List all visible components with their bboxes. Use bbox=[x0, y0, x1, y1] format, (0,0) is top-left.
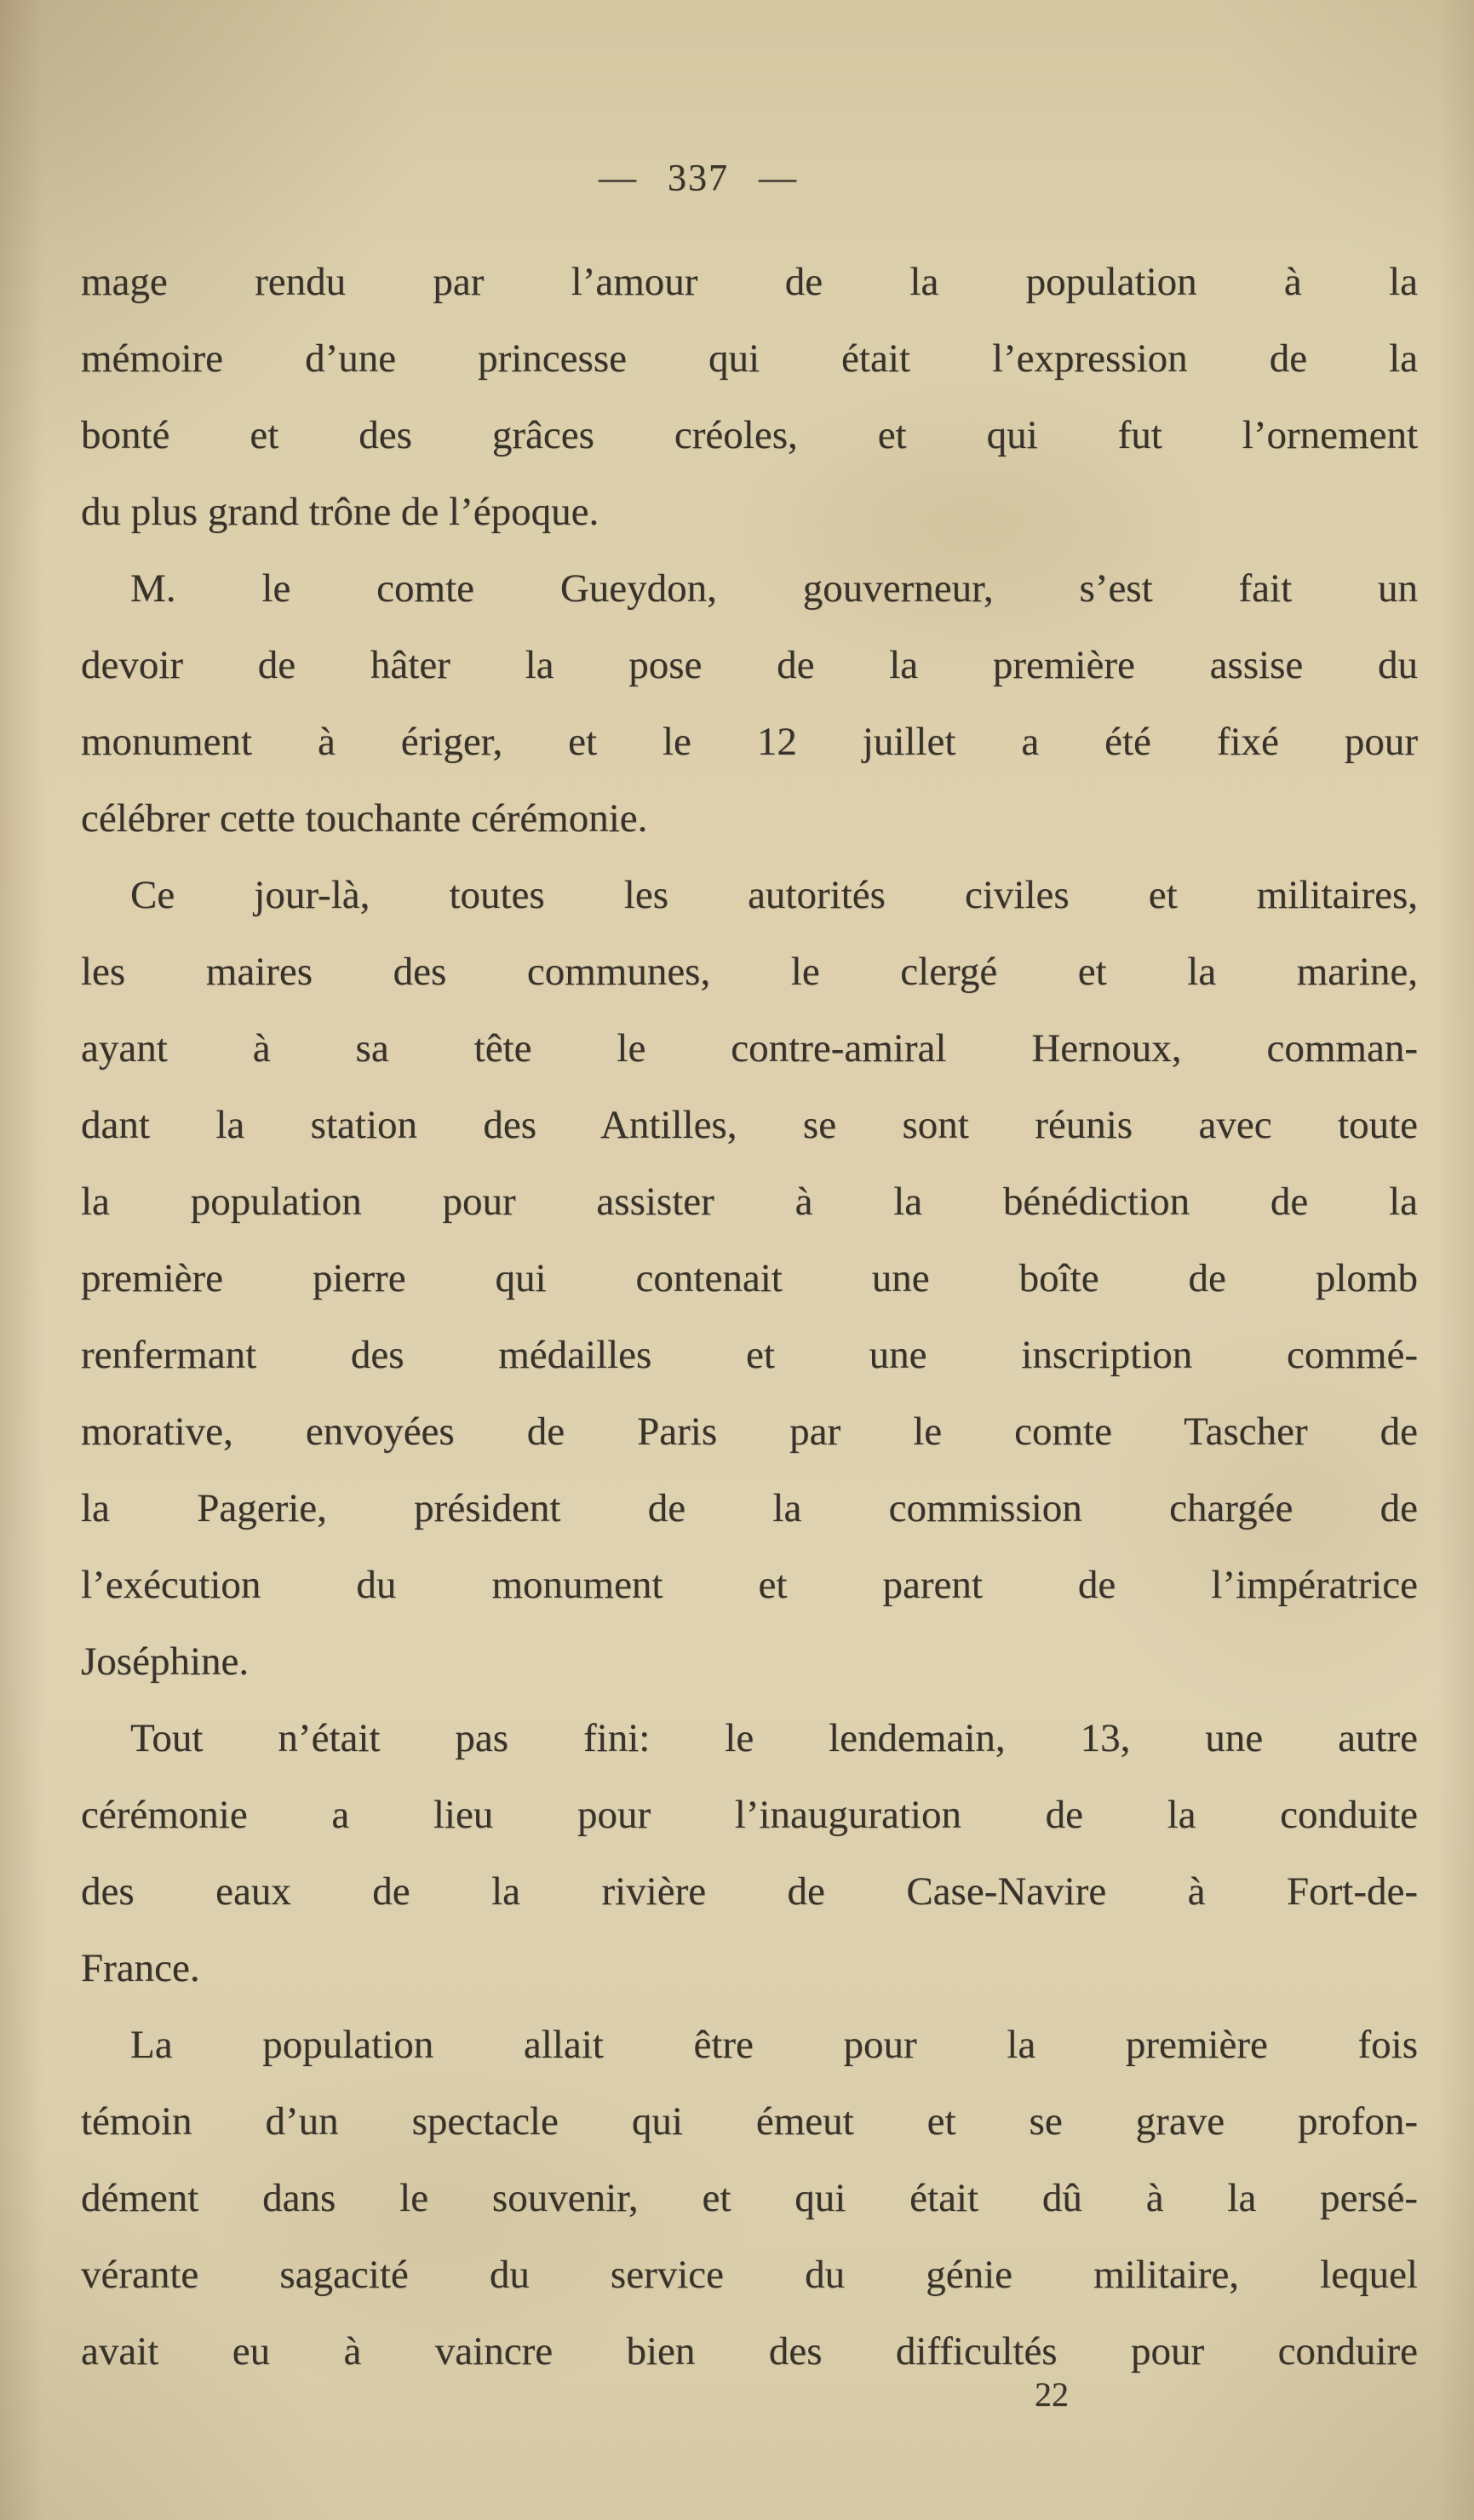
text-line: du plus grand trône de l’époque. bbox=[81, 490, 599, 534]
text-line: la population pour assister à la bénédiction de la bbox=[81, 1180, 1418, 1224]
text-line: Joséphine. bbox=[81, 1639, 249, 1684]
sheet-signature: 22 bbox=[1035, 2375, 1069, 2414]
text-line: des eaux de la rivière de Case-Navire à Fort-de- bbox=[81, 1869, 1418, 1914]
text-line: Ce jour-là, toutes les autorités civiles et militaires, bbox=[130, 873, 1418, 917]
text-line: première pierre qui contenait une boîte de plomb bbox=[81, 1256, 1418, 1300]
text-line: vérante sagacité du service du génie militaire, lequel bbox=[81, 2253, 1418, 2297]
text-line: renfermant des médailles et une inscription commé- bbox=[81, 1333, 1418, 1377]
text-line: France. bbox=[81, 1946, 200, 1990]
text-line: bonté et des grâces créoles, et qui fut l’ornement bbox=[81, 413, 1418, 457]
text-line: monument à ériger, et le 12 juillet a été fixé pour bbox=[81, 720, 1418, 764]
text-line: ayant à sa tête le contre-amiral Hernoux, comman- bbox=[81, 1026, 1418, 1071]
text-line: la Pagerie, président de la commission chargée de bbox=[81, 1486, 1418, 1530]
text-line: les maires des communes, le clergé et la marine, bbox=[81, 950, 1418, 994]
text-line: mage rendu par l’amour de la population à la bbox=[81, 260, 1418, 304]
text-block bbox=[81, 244, 1418, 2390]
text-line: La population allait être pour la première fois bbox=[130, 2023, 1418, 2067]
text-line: dément dans le souvenir, et qui était dû à la persé- bbox=[81, 2176, 1418, 2220]
page-number-header: — 337 — bbox=[599, 157, 798, 198]
text-line: mémoire d’une princesse qui était l’expression de la bbox=[81, 336, 1418, 381]
text-line: célébrer cette touchante cérémonie. bbox=[81, 796, 648, 841]
text-line: l’exécution du monument et parent de l’impératrice bbox=[81, 1563, 1418, 1607]
text-line: témoin d’un spectacle qui émeut et se grave profon- bbox=[81, 2099, 1418, 2144]
text-line: morative, envoyées de Paris par le comte Tascher de bbox=[81, 1409, 1418, 1454]
text-line: Tout n’était pas fini: le lendemain, 13, une autre bbox=[130, 1716, 1418, 1760]
text-line: cérémonie a lieu pour l’inauguration de la conduite bbox=[81, 1793, 1418, 1837]
text-line: dant la station des Antilles, se sont réunis avec toute bbox=[81, 1103, 1418, 1147]
text-line: avait eu à vaincre bien des difficultés pour conduire bbox=[81, 2329, 1418, 2374]
text-line: devoir de hâter la pose de la première assise du bbox=[81, 643, 1418, 687]
text-line: M. le comte Gueydon, gouverneur, s’est fait un bbox=[130, 566, 1418, 611]
